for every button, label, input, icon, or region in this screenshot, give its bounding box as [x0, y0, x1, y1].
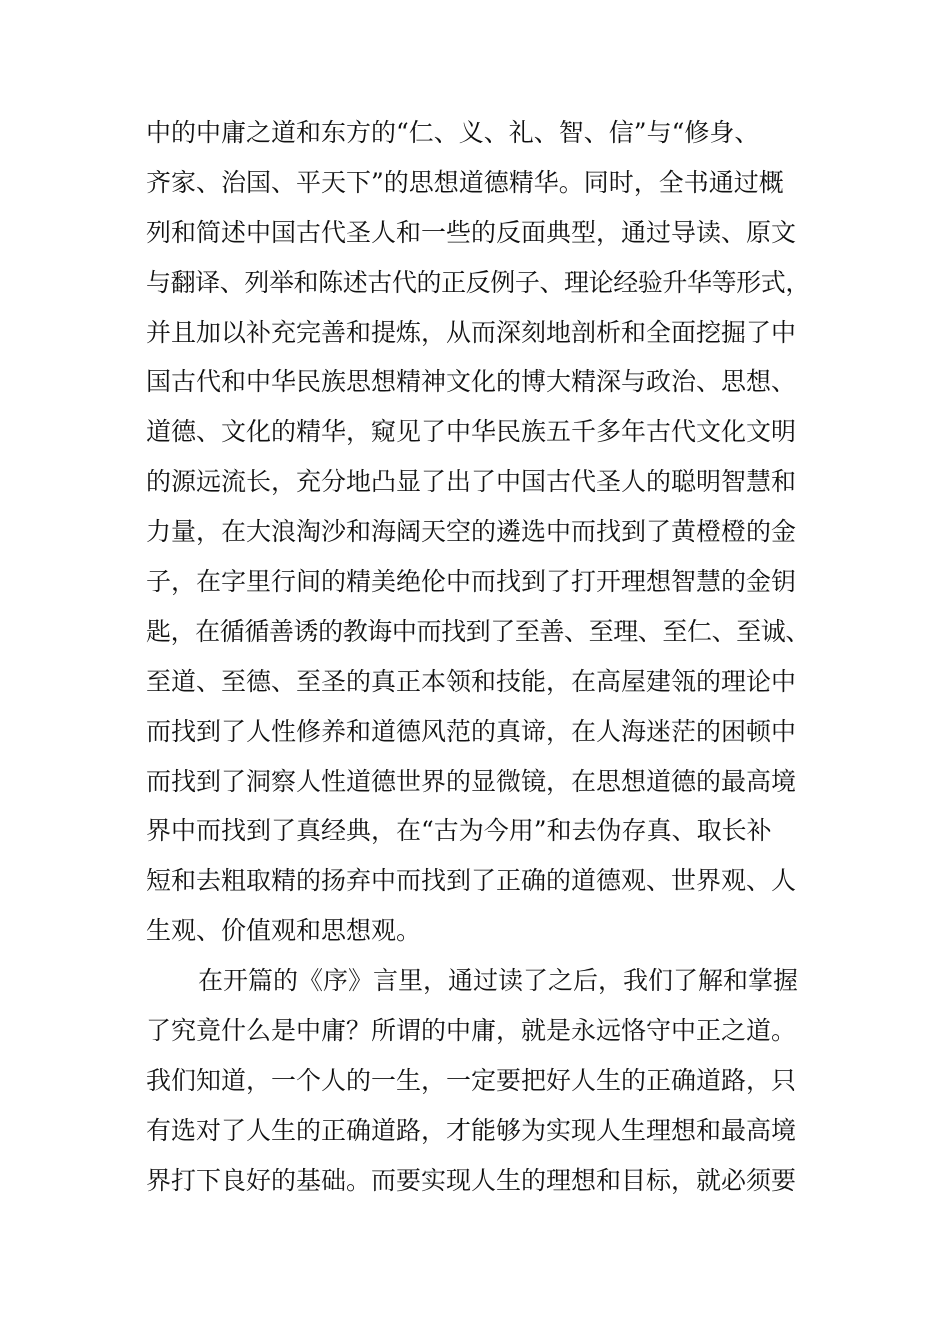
text-line: 与翻译、列举和陈述古代的正反例子、理论经验升华等形式， — [146, 267, 810, 297]
text-line: 界打下良好的基础。而要实现人生的理想和目标，就必须要 — [146, 1165, 797, 1195]
text-line: 列和简述中国古代圣人和一些的反面典型，通过导读、原文 — [146, 217, 797, 247]
text-line: 而找到了人性修养和道德风范的真谛，在人海迷茫的困顿中 — [146, 716, 797, 746]
text-line: 力量，在大浪淘沙和海阔天空的遴选中而找到了黄橙橙的金 — [146, 517, 797, 547]
text-line: 在开篇的《序》言里，通过读了之后，我们了解和掌握 — [198, 966, 799, 996]
text-line: 并且加以补充完善和提炼，从而深刻地剖析和全面挖掘了中 — [146, 317, 797, 347]
text-line: 短和去粗取精的扬弃中而找到了正确的道德观、世界观、人 — [146, 866, 797, 896]
document-body — [146, 108, 810, 1206]
text-line: 的源远流长，充分地凸显了出了中国古代圣人的聪明智慧和 — [146, 467, 797, 497]
text-line: 齐家、治国、平天下”的思想道德精华。同时，全书通过概 — [146, 167, 784, 197]
text-line: 生观、价值观和思想观。 — [146, 916, 422, 946]
paragraph — [146, 956, 810, 1205]
text-line: 道德、文化的精华，窥见了中华民族五千多年古代文化文明 — [146, 417, 797, 447]
text-line: 我们知道，一个人的一生，一定要把好人生的正确道路，只 — [146, 1065, 797, 1095]
text-line: 匙，在循循善诱的教诲中而找到了至善、至理、至仁、至诚、 — [146, 616, 810, 646]
text-line: 而找到了洞察人性道德世界的显微镜，在思想道德的最高境 — [146, 766, 797, 796]
text-line: 界中而找到了真经典，在“古为今用”和去伪存真、取长补 — [146, 816, 772, 846]
text-line: 子，在字里行间的精美绝伦中而找到了打开理想智慧的金钥 — [146, 567, 797, 597]
text-line: 了究竟什么是中庸？所谓的中庸，就是永远恪守中正之道。 — [146, 1016, 797, 1046]
text-line: 至道、至德、至圣的真正本领和技能，在高屋建瓴的理论中 — [146, 666, 797, 696]
paragraph — [146, 108, 810, 956]
text-line: 国古代和中华民族思想精神文化的博大精深与政治、思想、 — [146, 367, 797, 397]
text-line: 中的中庸之道和东方的“仁、义、礼、智、信”与“修身、 — [146, 118, 760, 147]
text-line: 有选对了人生的正确道路，才能够为实现人生理想和最高境 — [146, 1115, 797, 1145]
